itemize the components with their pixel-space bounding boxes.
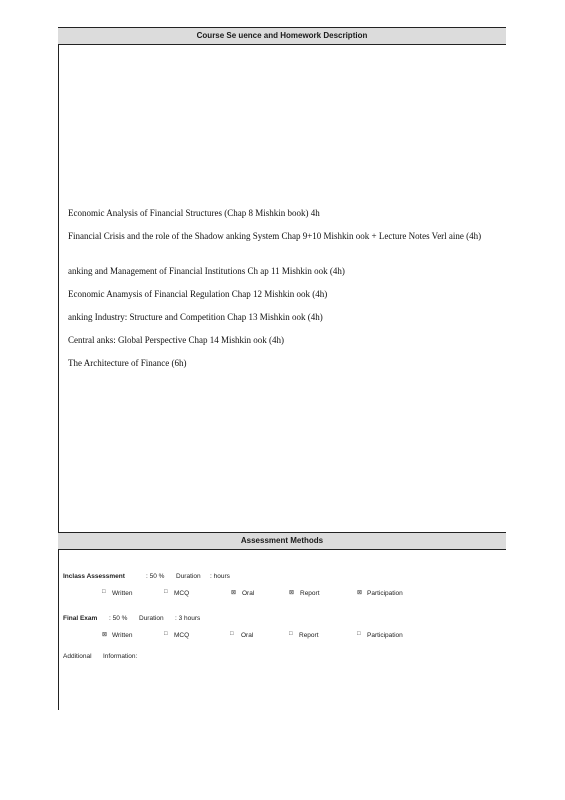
course-sequence-header: Course Se uence and Homework Description bbox=[58, 27, 506, 45]
additional-label: Additional bbox=[63, 653, 92, 660]
course-item: Financial Crisis and the role of the Shadow anking System Chap 9+10 Mishkin ook + Lecture Notes Verl aine (4h) bbox=[68, 231, 482, 241]
inclass-duration-value: : hours bbox=[210, 573, 230, 580]
inclass-written-label: Written bbox=[112, 590, 133, 597]
inclass-duration-label: Duration bbox=[176, 573, 201, 580]
assessment-methods-header: Assessment Methods bbox=[58, 532, 506, 550]
final-report-checkbox[interactable]: □ bbox=[289, 631, 293, 637]
inclass-written-checkbox[interactable]: □ bbox=[102, 589, 106, 595]
final-mcq-checkbox[interactable]: □ bbox=[164, 631, 168, 637]
frame-left-border bbox=[58, 27, 59, 710]
additional-information-label: Information: bbox=[103, 653, 138, 660]
final-participation-label: Participation bbox=[367, 632, 403, 639]
course-item: The Architecture of Finance (6h) bbox=[68, 358, 187, 368]
course-item: Central anks: Global Perspective Chap 14 Mishkin ook (4h) bbox=[68, 335, 284, 345]
inclass-assessment-label: Inclass Assessment bbox=[63, 573, 125, 580]
final-oral-checkbox[interactable]: □ bbox=[230, 631, 234, 637]
inclass-oral-label: Oral bbox=[242, 590, 255, 597]
final-report-label: Report bbox=[299, 632, 319, 639]
inclass-oral-checkbox[interactable]: ⊠ bbox=[231, 590, 237, 596]
course-item: anking Industry: Structure and Competition Chap 13 Mishkin ook (4h) bbox=[68, 312, 323, 322]
inclass-participation-label: Participation bbox=[367, 590, 403, 597]
final-written-label: Written bbox=[112, 632, 133, 639]
final-oral-label: Oral bbox=[241, 632, 254, 639]
inclass-participation-checkbox[interactable]: ⊠ bbox=[357, 590, 363, 596]
course-item: Economic Analysis of Financial Structures (Chap 8 Mishkin book) 4h bbox=[68, 208, 320, 218]
final-mcq-label: MCQ bbox=[174, 632, 190, 639]
inclass-percent: : 50 % bbox=[146, 573, 165, 580]
course-item: Economic Anamysis of Financial Regulation Chap 12 Mishkin ook (4h) bbox=[68, 289, 328, 299]
course-item: anking and Management of Financial Institutions Ch ap 11 Mishkin ook (4h) bbox=[68, 266, 345, 276]
final-duration-value: : 3 hours bbox=[175, 615, 201, 622]
final-duration-label: Duration bbox=[139, 615, 164, 622]
final-written-checkbox[interactable]: ⊠ bbox=[102, 632, 108, 638]
inclass-report-checkbox[interactable]: ⊠ bbox=[289, 590, 295, 596]
final-exam-label: Final Exam bbox=[63, 615, 98, 622]
inclass-mcq-label: MCQ bbox=[174, 590, 190, 597]
inclass-report-label: Report bbox=[300, 590, 320, 597]
final-percent: : 50 % bbox=[109, 615, 128, 622]
final-participation-checkbox[interactable]: □ bbox=[357, 631, 361, 637]
inclass-mcq-checkbox[interactable]: □ bbox=[164, 589, 168, 595]
